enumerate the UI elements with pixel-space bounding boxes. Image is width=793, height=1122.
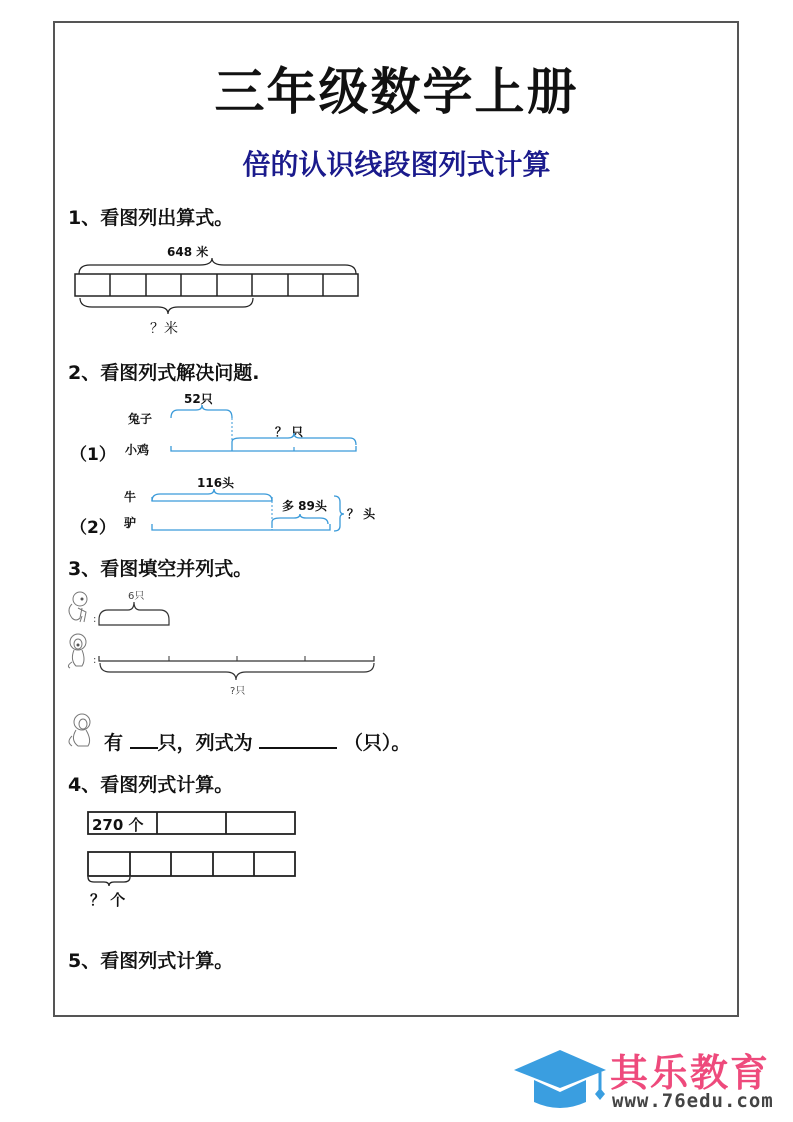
question-4-heading: 4、看图列式计算。 [68,774,234,796]
q2-1-top-label: 52只 [184,392,213,406]
q3-squirrel-label: 6只 [128,591,145,602]
q3-answer-suffix: （只）。 [343,732,411,754]
brand-name: 其乐教育 [610,1051,771,1095]
q2-2-top-label: 116头 [197,476,235,490]
q1-bottom-label: ？米 [150,321,178,337]
question-1-heading: 1、看图列出算式。 [68,207,234,229]
q2-1-index: （1） [70,445,116,465]
q4-bottom-label: ？ 个 [90,891,126,909]
q2-1-row1-label: 兔子 [128,412,153,426]
q2-1-right-label: ？ 只 [275,425,304,439]
q2-1-row2-label: 小鸡 [125,443,150,457]
graduation-cap-icon [512,1044,608,1110]
question-2-heading: 2、看图列式解决问题. [68,362,260,384]
q3-answer-unit: 只，列式为 [157,732,253,754]
q2-2-row1-label: 牛 [124,490,137,504]
q4-top-box-label: 270 个 [92,816,144,834]
question-5-heading: 5、看图列式计算。 [68,950,234,972]
question-3-heading: 3、看图填空并列式。 [68,558,253,580]
q2-2-total-label: ？ 头 [347,507,376,521]
q1-top-label: 648 米 [167,245,209,259]
q3-answer-prefix: 有 [104,732,124,754]
q3-monkey-label: ?只 [230,686,246,697]
q2-2-more-label: 多 89头 [282,499,327,513]
brand-url[interactable]: www.76edu.com [612,1090,774,1112]
q2-2-row2-label: 驴 [124,516,137,530]
brand-logo [510,1040,790,1115]
q3-colon-2: : [93,655,97,666]
page-subtitle: 倍的认识线段图列式计算 [242,148,551,181]
page-title: 三年级数学上册 [214,63,579,121]
q2-2-index: （2） [70,518,116,538]
q3-colon-1: : [93,614,97,625]
